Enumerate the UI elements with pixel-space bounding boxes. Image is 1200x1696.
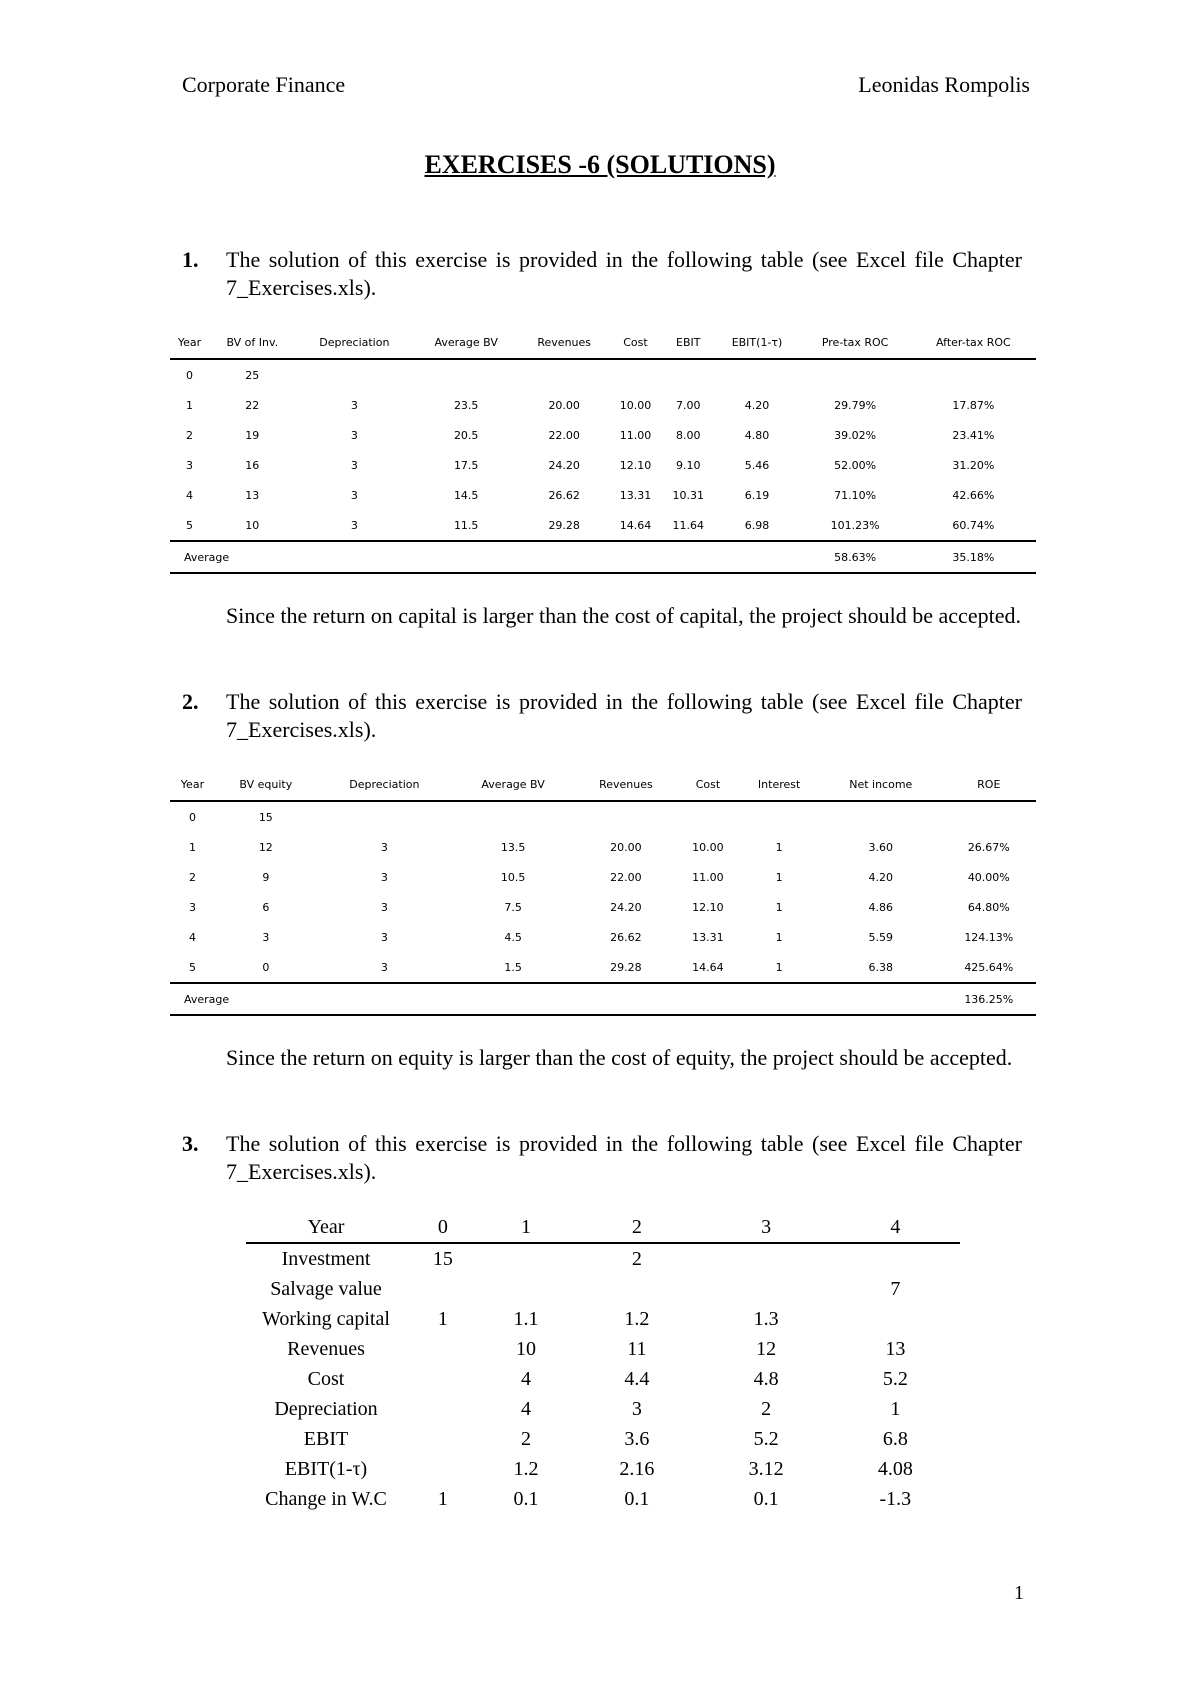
exercise-text: The solution of this exercise is provided in the following table (see Excel file Chapter 7_Exercises.xls). bbox=[226, 689, 1022, 742]
table-cell: 12 bbox=[756, 1338, 777, 1360]
table-cell: 2 bbox=[761, 1398, 772, 1420]
table-row bbox=[170, 450, 1036, 480]
table-cell bbox=[406, 1364, 480, 1394]
table-cell bbox=[738, 801, 820, 832]
row-label: Salvage value bbox=[270, 1278, 382, 1300]
table-row bbox=[246, 1424, 960, 1454]
row-label: Cost bbox=[307, 1368, 345, 1390]
table-cell: 29.28 bbox=[548, 518, 580, 532]
table-cell: 3.6 bbox=[624, 1428, 650, 1450]
table-cell: 13 bbox=[245, 488, 260, 502]
table-cell: 1 bbox=[437, 1308, 448, 1330]
table-cell: 5 bbox=[186, 518, 193, 532]
table-cell: 4 bbox=[521, 1398, 532, 1420]
table-cell: 4.08 bbox=[877, 1458, 913, 1480]
table-cell: 1 bbox=[890, 1398, 901, 1420]
table-cell: 20.00 bbox=[548, 398, 580, 412]
table-row bbox=[170, 892, 1036, 922]
table-row bbox=[170, 390, 1036, 420]
table-cell: 5.59 bbox=[868, 930, 894, 944]
table-cell: 0 bbox=[186, 368, 193, 382]
table-cell: 13 bbox=[885, 1338, 906, 1360]
table-cell bbox=[452, 801, 574, 832]
table-cell bbox=[317, 801, 452, 832]
table-cell: 39.02% bbox=[834, 428, 877, 442]
col-header: Revenues bbox=[574, 768, 677, 801]
table-cell: 5 bbox=[188, 960, 196, 974]
table-cell bbox=[406, 1454, 480, 1484]
col-header: BV of Inv. bbox=[209, 326, 296, 359]
average-label: Average bbox=[170, 983, 942, 1015]
table-cell: 1 bbox=[775, 840, 783, 854]
table-cell: 2 bbox=[186, 428, 193, 442]
table-cell: 4.4 bbox=[624, 1368, 650, 1390]
table-cell bbox=[406, 1424, 480, 1454]
exercise-1-conclusion: Since the return on capital is larger than the cost of capital, the project should be accepted. bbox=[226, 603, 1021, 628]
table-cell: 26.62 bbox=[548, 488, 580, 502]
table-cell: 1.3 bbox=[753, 1308, 779, 1330]
col-header: Revenues bbox=[519, 326, 609, 359]
table-cell: 1 bbox=[775, 870, 783, 884]
table-cell bbox=[519, 359, 609, 390]
table-cell: 11.00 bbox=[619, 428, 652, 442]
table-cell: 25 bbox=[245, 368, 260, 382]
table-cell: 6.98 bbox=[744, 518, 770, 532]
col-header: EBIT bbox=[662, 326, 715, 359]
table-cell: 20.5 bbox=[453, 428, 479, 442]
page-number: 1 bbox=[1014, 1582, 1024, 1604]
average-roe: 136.25% bbox=[942, 983, 1036, 1015]
average-pretax-roc: 58.63% bbox=[799, 541, 910, 573]
table-cell: 0.1 bbox=[753, 1488, 779, 1510]
table-cell: 3 bbox=[350, 398, 358, 412]
table-cell: 16 bbox=[245, 458, 260, 472]
table-cell: 10 bbox=[245, 518, 260, 532]
table-row bbox=[246, 1364, 960, 1394]
table-cell bbox=[609, 359, 662, 390]
table-row bbox=[170, 832, 1036, 862]
table-cell: 10.5 bbox=[500, 870, 526, 884]
row-label: Revenues bbox=[287, 1338, 365, 1360]
table-cell: 71.10% bbox=[834, 488, 877, 502]
table-cell: 7 bbox=[890, 1278, 901, 1300]
table-row bbox=[246, 1274, 960, 1304]
exercise-2-conclusion: Since the return on equity is larger than the cost of equity, the project should be accepted. bbox=[226, 1045, 1013, 1070]
table-row bbox=[170, 952, 1036, 983]
table-cell: 13.31 bbox=[619, 488, 652, 502]
table-cell bbox=[480, 1243, 572, 1274]
table-cell: 14.64 bbox=[692, 960, 724, 974]
row-label: Working capital bbox=[262, 1308, 390, 1330]
col-header: 0 bbox=[406, 1212, 480, 1243]
table-cell: 2.16 bbox=[619, 1458, 655, 1480]
table-cell bbox=[799, 359, 910, 390]
table-cell bbox=[701, 1274, 830, 1304]
table-cell: 22.00 bbox=[548, 428, 580, 442]
table-cell: 11.5 bbox=[453, 518, 479, 532]
table-cell: 14.64 bbox=[619, 518, 652, 532]
exercise-text: The solution of this exercise is provided in the following table (see Excel file Chapter 7_Exercises.xls). bbox=[226, 247, 1022, 300]
table-cell bbox=[406, 1334, 480, 1364]
col-header: After-tax ROC bbox=[911, 326, 1036, 359]
exercise-3 bbox=[182, 1130, 1022, 1186]
table-cell: 1.2 bbox=[624, 1308, 650, 1330]
table-cell: 4 bbox=[188, 930, 196, 944]
table-cell: 4.8 bbox=[753, 1368, 779, 1390]
table-row bbox=[246, 1394, 960, 1424]
exercise-number: 1. bbox=[182, 247, 199, 272]
col-header: Average BV bbox=[452, 768, 574, 801]
col-header: Net income bbox=[820, 768, 942, 801]
col-header: BV equity bbox=[215, 768, 317, 801]
table-row bbox=[246, 1243, 960, 1274]
table-cell bbox=[831, 1304, 960, 1334]
table-cell: 22.00 bbox=[610, 870, 642, 884]
cashflow-table bbox=[246, 1212, 960, 1514]
col-header: Interest bbox=[738, 768, 820, 801]
table-cell: 3 bbox=[350, 518, 358, 532]
table-cell bbox=[662, 359, 715, 390]
table-cell: 3.60 bbox=[868, 840, 894, 854]
table-cell: 3 bbox=[350, 488, 358, 502]
table-cell: 31.20% bbox=[952, 458, 995, 472]
table-cell: -1.3 bbox=[879, 1488, 912, 1510]
table-header-row bbox=[170, 768, 1036, 801]
table-cell bbox=[715, 359, 800, 390]
table-cell: 3 bbox=[380, 960, 388, 974]
exercise-1 bbox=[182, 246, 1022, 302]
table-cell: 2 bbox=[521, 1428, 532, 1450]
table-cell: 1 bbox=[775, 930, 783, 944]
table-cell: 3 bbox=[188, 900, 196, 914]
table-cell: 0.1 bbox=[624, 1488, 650, 1510]
table-cell: 425.64% bbox=[964, 960, 1014, 974]
table-cell bbox=[413, 359, 519, 390]
table-cell: 3 bbox=[186, 458, 193, 472]
table-cell: 3 bbox=[380, 930, 388, 944]
table-cell: 5.46 bbox=[744, 458, 770, 472]
table-cell bbox=[820, 801, 942, 832]
table-cell: 6.19 bbox=[744, 488, 770, 502]
col-header: 3 bbox=[701, 1212, 830, 1243]
table-cell: 11 bbox=[627, 1338, 647, 1360]
col-header: EBIT(1-τ) bbox=[715, 326, 800, 359]
col-header: Year bbox=[170, 326, 209, 359]
table-cell: 3 bbox=[350, 428, 358, 442]
table-cell: 17.5 bbox=[453, 458, 479, 472]
table-row bbox=[170, 420, 1036, 450]
col-header: Depreciation bbox=[296, 326, 414, 359]
table-cell: 23.41% bbox=[952, 428, 995, 442]
table-cell bbox=[831, 1243, 960, 1274]
table-cell bbox=[574, 801, 677, 832]
exercise-text: The solution of this exercise is provided in the following table (see Excel file Chapter 7_Exercises.xls). bbox=[226, 1131, 1022, 1184]
row-label: Change in W.C bbox=[265, 1488, 387, 1510]
col-header: Average BV bbox=[413, 326, 519, 359]
col-header: 1 bbox=[480, 1212, 572, 1243]
table-cell: 3.12 bbox=[748, 1458, 784, 1480]
table-header-row bbox=[246, 1212, 960, 1243]
exercise-number: 2. bbox=[182, 689, 199, 714]
table-cell: 5.2 bbox=[753, 1428, 779, 1450]
col-header: Depreciation bbox=[317, 768, 452, 801]
table-cell: 5.2 bbox=[882, 1368, 908, 1390]
table-cell bbox=[296, 359, 414, 390]
table-cell bbox=[942, 801, 1036, 832]
table-cell: 7.00 bbox=[675, 398, 701, 412]
table-cell: 12.10 bbox=[692, 900, 724, 914]
table-cell: 4.20 bbox=[868, 870, 894, 884]
table-cell: 1.2 bbox=[513, 1458, 539, 1480]
col-header: Year bbox=[170, 768, 215, 801]
table-cell: 29.79% bbox=[834, 398, 877, 412]
table-cell: 4.5 bbox=[504, 930, 522, 944]
table-cell: 19 bbox=[245, 428, 260, 442]
exercise-number: 3. bbox=[182, 1131, 199, 1156]
table-row bbox=[170, 510, 1036, 541]
table-cell: 13.31 bbox=[692, 930, 724, 944]
col-header: Pre-tax ROC bbox=[799, 326, 910, 359]
table-row bbox=[170, 480, 1036, 510]
table-cell: 12.10 bbox=[619, 458, 652, 472]
table-cell: 15 bbox=[258, 810, 273, 824]
header-author: Leonidas Rompolis bbox=[858, 72, 1030, 97]
table-cell: 2 bbox=[631, 1248, 642, 1270]
table-row bbox=[246, 1304, 960, 1334]
table-cell: 1 bbox=[186, 398, 193, 412]
table-cell: 6.38 bbox=[868, 960, 894, 974]
table-cell: 4.86 bbox=[868, 900, 894, 914]
table-cell bbox=[406, 1394, 480, 1424]
col-header: 4 bbox=[831, 1212, 960, 1243]
table-cell: 0 bbox=[188, 810, 196, 824]
table-cell: 17.87% bbox=[952, 398, 995, 412]
table-cell: 26.62 bbox=[610, 930, 642, 944]
table-cell: 1.5 bbox=[504, 960, 522, 974]
table-cell: 6.8 bbox=[882, 1428, 908, 1450]
table-cell bbox=[911, 359, 1036, 390]
table-cell: 11.00 bbox=[692, 870, 724, 884]
table-row bbox=[170, 801, 1036, 832]
table-cell bbox=[572, 1274, 701, 1304]
col-header: Cost bbox=[609, 326, 662, 359]
table-cell: 0.1 bbox=[513, 1488, 539, 1510]
roc-table bbox=[170, 326, 1036, 574]
col-header: Year bbox=[246, 1212, 406, 1243]
table-cell: 10.00 bbox=[692, 840, 724, 854]
table-cell: 10 bbox=[516, 1338, 537, 1360]
table-cell: 10.31 bbox=[672, 488, 704, 502]
table-cell: 9.10 bbox=[675, 458, 701, 472]
table-cell bbox=[480, 1274, 572, 1304]
table-cell: 11.64 bbox=[672, 518, 704, 532]
table-cell: 3 bbox=[380, 870, 388, 884]
table-cell: 3 bbox=[631, 1398, 642, 1420]
average-label: Average bbox=[170, 541, 799, 573]
col-header: 2 bbox=[572, 1212, 701, 1243]
table-cell: 60.74% bbox=[952, 518, 995, 532]
table-cell: 1 bbox=[775, 900, 783, 914]
table-cell bbox=[406, 1274, 480, 1304]
table-cell: 42.66% bbox=[952, 488, 995, 502]
table-cell: 20.00 bbox=[610, 840, 642, 854]
average-row bbox=[170, 541, 1036, 573]
header-course: Corporate Finance bbox=[182, 72, 346, 97]
table-cell: 14.5 bbox=[453, 488, 479, 502]
table-cell: 7.5 bbox=[504, 900, 522, 914]
table-row bbox=[246, 1454, 960, 1484]
row-label: EBIT bbox=[303, 1428, 349, 1450]
row-label: Depreciation bbox=[274, 1398, 378, 1420]
table-cell: 3 bbox=[380, 900, 388, 914]
page-title: EXERCISES -6 (SOLUTIONS) bbox=[424, 150, 776, 179]
roe-table bbox=[170, 768, 1036, 1016]
table-cell: 1 bbox=[437, 1488, 448, 1510]
table-cell: 4.80 bbox=[744, 428, 770, 442]
col-header: ROE bbox=[942, 768, 1036, 801]
table-cell: 9 bbox=[262, 870, 270, 884]
table-cell: 12 bbox=[258, 840, 273, 854]
table-cell: 2 bbox=[188, 870, 196, 884]
table-cell bbox=[701, 1243, 830, 1274]
table-cell: 29.28 bbox=[610, 960, 642, 974]
table-cell: 8.00 bbox=[675, 428, 701, 442]
table-row bbox=[246, 1484, 960, 1514]
table-cell: 40.00% bbox=[967, 870, 1010, 884]
average-aftertax-roc: 35.18% bbox=[911, 541, 1036, 573]
row-label: EBIT(1-τ) bbox=[284, 1458, 368, 1480]
table-cell: 15 bbox=[432, 1248, 453, 1270]
average-row bbox=[170, 983, 1036, 1015]
table-cell: 3 bbox=[380, 840, 388, 854]
table-cell: 52.00% bbox=[834, 458, 877, 472]
table-cell: 0 bbox=[262, 960, 270, 974]
table-cell: 4 bbox=[521, 1368, 532, 1390]
table-cell: 64.80% bbox=[967, 900, 1010, 914]
table-cell: 124.13% bbox=[964, 930, 1014, 944]
table-cell: 3 bbox=[262, 930, 270, 944]
table-cell: 10.00 bbox=[619, 398, 652, 412]
table-cell: 1.1 bbox=[513, 1308, 539, 1330]
table-cell: 3 bbox=[350, 458, 358, 472]
table-row bbox=[246, 1334, 960, 1364]
table-cell: 1 bbox=[188, 840, 196, 854]
table-cell bbox=[678, 801, 739, 832]
table-cell: 26.67% bbox=[967, 840, 1010, 854]
row-label: Investment bbox=[281, 1248, 371, 1270]
table-cell: 24.20 bbox=[548, 458, 580, 472]
table-cell: 4 bbox=[186, 488, 193, 502]
table-cell: 1 bbox=[775, 960, 783, 974]
table-cell: 6 bbox=[262, 900, 270, 914]
table-header-row bbox=[170, 326, 1036, 359]
table-row bbox=[170, 359, 1036, 390]
table-cell: 101.23% bbox=[830, 518, 880, 532]
table-row bbox=[170, 862, 1036, 892]
table-row bbox=[170, 922, 1036, 952]
table-cell: 22 bbox=[245, 398, 260, 412]
table-cell: 24.20 bbox=[610, 900, 642, 914]
exercise-2 bbox=[182, 688, 1022, 744]
table-cell: 4.20 bbox=[744, 398, 770, 412]
table-cell: 13.5 bbox=[500, 840, 526, 854]
col-header: Cost bbox=[678, 768, 739, 801]
table-cell: 23.5 bbox=[453, 398, 479, 412]
